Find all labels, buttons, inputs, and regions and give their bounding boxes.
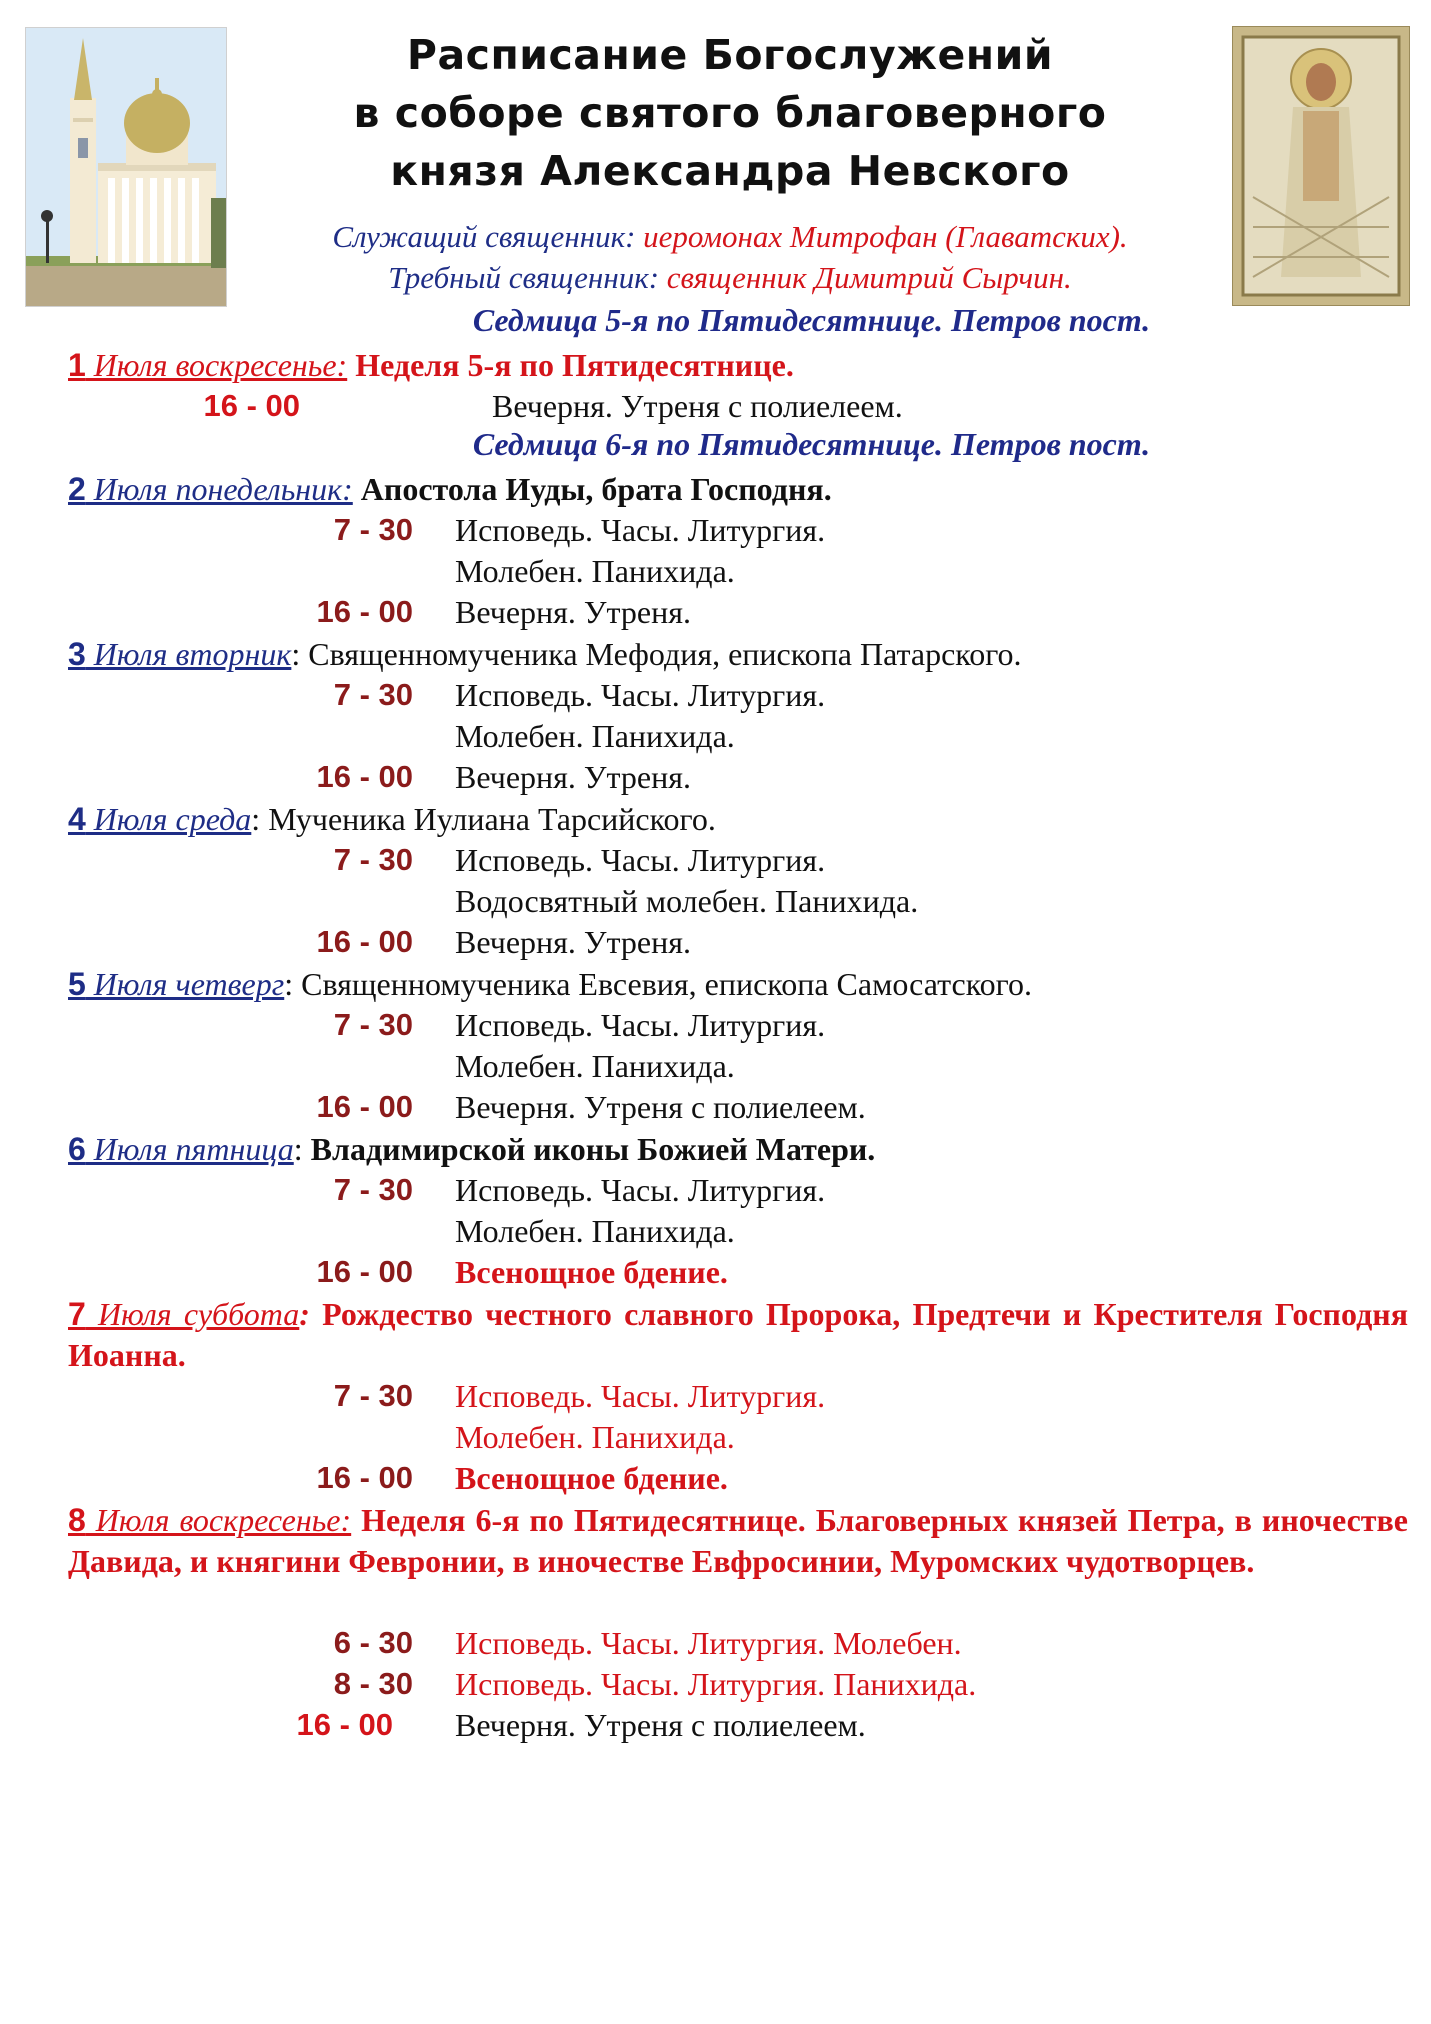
- day-3-date: [68, 636, 291, 672]
- service-time: 7 - 30: [333, 1007, 413, 1042]
- treb-priest-label: Требный священник:: [388, 260, 660, 295]
- day-5-number: 5: [68, 966, 86, 1002]
- day-5-service-3: [263, 1087, 1263, 1127]
- day-6-date: [68, 1131, 294, 1167]
- serving-priest-name: иеромонах Митрофан (Главатских).: [643, 219, 1128, 254]
- service-text: Водосвятный молебен. Панихида.: [455, 883, 919, 919]
- day-6-feast: Владимирской иконы Божией Матери.: [310, 1131, 876, 1167]
- service-time: 16 - 00: [316, 1089, 413, 1124]
- day-7-service-2: [263, 1417, 1263, 1457]
- day-3-weekday: Июля вторник: [85, 636, 292, 672]
- day-8-feast: Неделя 6-я по Пятидесятнице. Благоверных князей Петра, в иночестве Давида, и княгини Февронии, в иночестве Евфросинии, Муромских чудотворцев.: [68, 1502, 1409, 1579]
- service-text: Исповедь. Часы. Литургия.: [455, 1172, 826, 1208]
- service-text: Вечерня. Утреня.: [455, 594, 691, 630]
- day-3-service-2: [263, 716, 1263, 756]
- service-text: Вечерня. Утреня с полиелеем.: [455, 1089, 866, 1125]
- service-time: 7 - 30: [333, 842, 413, 877]
- day-1-heading: [68, 345, 1408, 386]
- day-2-service-3: [263, 592, 1263, 632]
- day-5-weekday: Июля четверг: [85, 966, 285, 1002]
- service-time: 6 - 30: [333, 1625, 413, 1660]
- service-time: 8 - 30: [333, 1666, 413, 1701]
- service-time: 16 - 00: [316, 594, 413, 629]
- service-time: 16 - 00: [296, 1707, 393, 1742]
- day-8-service-3: [263, 1705, 1263, 1745]
- cathedral-illustration: [26, 28, 227, 307]
- service-text: Исповедь. Часы. Литургия. Молебен.: [455, 1625, 962, 1661]
- service-text: Исповедь. Часы. Литургия.: [455, 842, 826, 878]
- week-5-title: Седмица 5-я по Пятидесятнице. Петров пост.: [472, 302, 1151, 338]
- service-text: Всенощное бдение.: [455, 1254, 728, 1290]
- day-6-sep: :: [293, 1131, 311, 1167]
- service-time: 16 - 00: [316, 1254, 413, 1289]
- service-time: 16 - 00: [316, 759, 413, 794]
- service-text: Исповедь. Часы. Литургия.: [455, 677, 826, 713]
- day-7-sep: :: [299, 1296, 323, 1332]
- day-5-service-1: [263, 1005, 1263, 1045]
- day-3-service-3: [263, 757, 1263, 797]
- day-1-weekday: Июля воскресенье:: [85, 347, 348, 383]
- service-text: Молебен. Панихида.: [455, 1048, 735, 1084]
- service-text: Всенощное бдение.: [455, 1460, 728, 1496]
- service-text: Вечерня. Утреня с полиелеем.: [455, 1707, 866, 1743]
- day-1-date: [68, 347, 347, 383]
- day-6-service-3: [263, 1252, 1263, 1292]
- day-3-service-1: [263, 675, 1263, 715]
- day-6-heading: [68, 1129, 1408, 1170]
- treb-priest-line: [230, 258, 1230, 298]
- week-6-title: Седмица 6-я по Пятидесятнице. Петров пост.: [472, 426, 1151, 462]
- service-text: Вечерня. Утреня.: [455, 759, 691, 795]
- day-4-heading: [68, 799, 1408, 840]
- service-time: 16 - 00: [203, 388, 300, 423]
- day-6-number: 6: [68, 1131, 86, 1167]
- week-6-header: [0, 426, 1431, 463]
- day-5-service-2: [263, 1046, 1263, 1086]
- day-5-date: [68, 966, 284, 1002]
- day-3-feast: Священномученика Мефодия, епископа Патарского.: [308, 636, 1022, 672]
- service-time: 16 - 00: [316, 1460, 413, 1495]
- day-3-sep: :: [291, 636, 309, 672]
- day-7-date: [68, 1296, 299, 1332]
- day-7-service-3: [263, 1458, 1263, 1498]
- day-6-service-2: [263, 1211, 1263, 1251]
- service-text: Молебен. Панихида.: [455, 553, 735, 589]
- day-2-number: 2: [68, 471, 86, 507]
- day-7-heading: [68, 1294, 1408, 1376]
- day-4-number: 4: [68, 801, 86, 837]
- day-8-date: [68, 1502, 351, 1538]
- day-1-feast: Неделя 5-я по Пятидесятнице.: [355, 347, 794, 383]
- day-5-sep: :: [284, 966, 302, 1002]
- day-4-service-2: [263, 881, 1263, 921]
- serving-priest-label: Служащий священник:: [332, 219, 636, 254]
- day-3-number: 3: [68, 636, 86, 672]
- cathedral-photo: [25, 27, 227, 307]
- day-2-service-2: [263, 551, 1263, 591]
- day-4-weekday: Июля среда: [85, 801, 252, 837]
- day-4-sep: :: [251, 801, 269, 837]
- title-line-3: князя Александра Невского: [390, 147, 1070, 195]
- saint-icon-image: [1232, 26, 1410, 306]
- day-7-service-1: [263, 1376, 1263, 1416]
- day-7-feast: Рождество честного славного Пророка, Предтечи и Крестителя Господня Иоанна.: [68, 1296, 1409, 1373]
- day-8-service-2: [263, 1664, 1263, 1704]
- day-7-weekday: Июля суббота: [85, 1296, 300, 1332]
- page-title: [240, 26, 1220, 200]
- day-2-feast: Апостола Иуды, брата Господня.: [360, 471, 832, 507]
- day-5-heading: [68, 964, 1408, 1005]
- day-7-number: 7: [68, 1296, 86, 1332]
- day-4-date: [68, 801, 251, 837]
- serving-priest-line: [230, 217, 1230, 257]
- day-3-heading: [68, 634, 1408, 675]
- service-time: 7 - 30: [333, 677, 413, 712]
- service-text: Исповедь. Часы. Литургия.: [455, 512, 826, 548]
- service-time: 16 - 00: [316, 924, 413, 959]
- service-text: Исповедь. Часы. Литургия.: [455, 1007, 826, 1043]
- day-1-service-1: [150, 386, 1250, 426]
- title-line-2: в соборе святого благоверного: [353, 89, 1107, 137]
- day-8-sep: [351, 1502, 361, 1538]
- day-1-number: 1: [68, 347, 86, 383]
- service-time: 7 - 30: [333, 512, 413, 547]
- day-2-service-1: [263, 510, 1263, 550]
- service-text: Вечерня. Утреня.: [455, 924, 691, 960]
- saint-icon-illustration: [1233, 27, 1409, 305]
- day-6-weekday: Июля пятница: [85, 1131, 294, 1167]
- day-8-service-1: [263, 1623, 1263, 1663]
- title-line-1: Расписание Богослужений: [406, 31, 1054, 79]
- service-time: 7 - 30: [333, 1172, 413, 1207]
- service-text: Молебен. Панихида.: [455, 718, 735, 754]
- service-time: 7 - 30: [333, 1378, 413, 1413]
- day-8-heading: [68, 1500, 1408, 1582]
- treb-priest-name: священник Димитрий Сырчин.: [666, 260, 1072, 295]
- day-6-service-1: [263, 1170, 1263, 1210]
- day-2-heading: [68, 469, 1408, 510]
- day-1-sep: [347, 347, 355, 383]
- day-5-feast: Священномученика Евсевия, епископа Самосатского.: [301, 966, 1032, 1002]
- day-4-service-3: [263, 922, 1263, 962]
- day-8-weekday: Июля воскресенье:: [85, 1502, 352, 1538]
- day-2-date: [68, 471, 353, 507]
- day-4-service-1: [263, 840, 1263, 880]
- day-4-feast: Мученика Иулиана Тарсийского.: [268, 801, 716, 837]
- service-text: Молебен. Панихида.: [455, 1419, 735, 1455]
- service-text: Исповедь. Часы. Литургия. Панихида.: [455, 1666, 977, 1702]
- service-text: Молебен. Панихида.: [455, 1213, 735, 1249]
- service-text: Вечерня. Утреня с полиелеем.: [492, 388, 903, 424]
- service-text: Исповедь. Часы. Литургия.: [455, 1378, 826, 1414]
- day-2-sep: [353, 471, 361, 507]
- day-8-number: 8: [68, 1502, 86, 1538]
- day-2-weekday: Июля понедельник:: [85, 471, 353, 507]
- week-5-header: [0, 302, 1431, 339]
